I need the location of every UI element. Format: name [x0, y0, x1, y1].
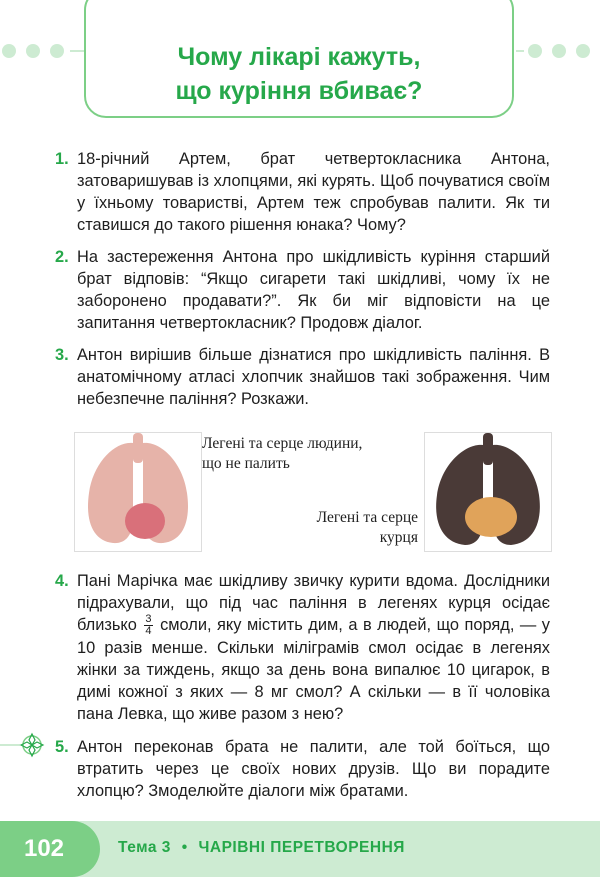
caption-line: Легені та серце людини, [202, 435, 363, 452]
fraction-numerator: 3 [145, 613, 152, 626]
task-text [77, 570, 550, 725]
fraction-denominator: 4 [145, 625, 152, 638]
theme-title: ЧАРІВНІ ПЕРЕТВОРЕННЯ [198, 839, 405, 856]
task-text-part: Пані Марічка має шкідливу звичку курити вдома. Дослідники підрахували, що під час паління в легенях курця осідає близько [77, 572, 550, 634]
theme-separator: • [181, 839, 188, 856]
title-box [84, 0, 514, 118]
task-text: Антон вирішив більше дізнатися про шкідливість паління. В анатомічному атласі хлопчик знайшов такі зображення. Чим небезпечне паління? Розкажи. [77, 346, 550, 408]
caption-line: що не палить [202, 455, 290, 472]
smoker-lungs-icon [425, 433, 551, 551]
smoker-caption [300, 508, 418, 548]
smoker-lungs-image [424, 432, 552, 552]
task-3 [55, 344, 550, 410]
task-text: 18-річний Артем, брат четвертокласника Антона, затоваришував із хлопцями, які курять. Щоб почуватися своїм у їхньому товаристві, Артем теж спробував палити. Як ти ставишся до такого рішення юнака? Чому? [77, 150, 550, 234]
task-1 [55, 148, 550, 236]
caption-line: курця [379, 529, 418, 546]
theme-label: Тема 3 [118, 839, 171, 856]
page-title [86, 40, 512, 108]
title-line-1: Чому лікарі кажуть, [177, 43, 421, 71]
task-2 [55, 246, 550, 334]
healthy-caption [202, 434, 362, 474]
title-line-2: що куріння вбиває? [175, 77, 423, 105]
task-text: Антон переконав брата не палити, але той боїться, що втратить через це своїх нових друзів. Що ви порадите хлопцю? Змоделюйте діалоги між братами. [77, 738, 550, 800]
leaf-wreath-icon [0, 732, 48, 758]
footer-theme [118, 839, 405, 857]
task-number: 2. [55, 248, 69, 266]
caption-line: Легені та серце [316, 509, 418, 526]
task-4 [55, 570, 550, 725]
fraction [144, 614, 152, 637]
task-number: 5. [55, 738, 69, 756]
task-number: 4. [55, 572, 69, 590]
task-number: 3. [55, 346, 69, 364]
page-number: 102 [23, 835, 65, 862]
footer [0, 821, 600, 877]
task-number: 1. [55, 150, 69, 168]
task-5 [55, 736, 550, 802]
page-number-tab [0, 821, 100, 877]
healthy-lungs-image [74, 432, 202, 552]
task-text-part: смоли, яку містить дим, а в людей, що поряд, — у 10 разів менше. Скільки міліграмів смол осідає в легенях жінки за тиждень, якщо за день вона випалює 10 цигарок, в димі кожної з яких — 8 мг смол? А скільки — в її чоловіка пана Левка, що живе разом з нею? [77, 616, 550, 724]
task-text: На застереження Антона про шкідливість куріння старший брат відповів: “Якщо сигарети такі шкідливі, чому їх не заборонено продавати?”. Як би міг відповісти на це запитання четвертокласник? Продовж діалог. [77, 248, 550, 332]
healthy-lungs-icon [75, 433, 201, 551]
